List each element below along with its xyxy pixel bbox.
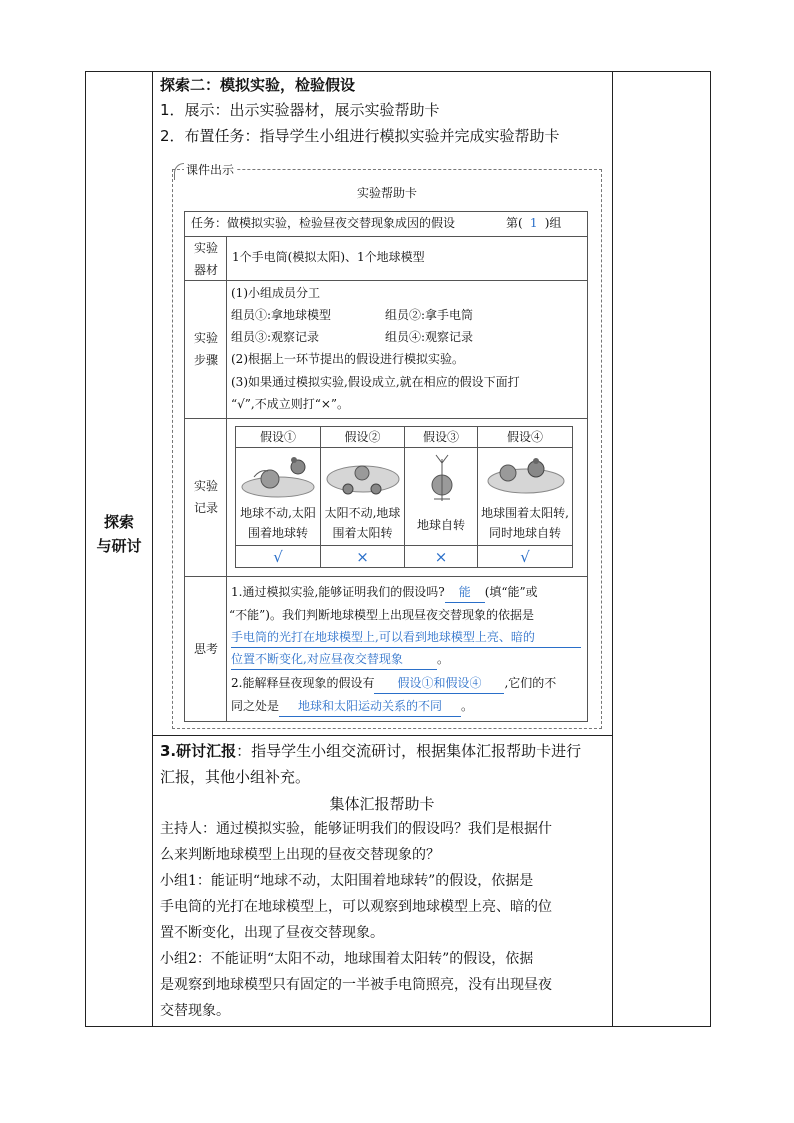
step-1: 1．展示：出示实验器材，展示实验帮助卡 [160, 101, 440, 119]
task-text: 任务：做模拟实验，检验昼夜交替现象成因的假设 [191, 216, 456, 230]
report-line1 [160, 740, 581, 762]
hyp-head-4: 假设④ [506, 430, 543, 444]
steps-line4: “√”,不成立则打“×”。 [231, 397, 350, 411]
hyp-2-mark: × [356, 548, 369, 566]
record-label-2: 记录 [193, 501, 218, 515]
hyp-1-line1: 地球不动,太阳 [240, 506, 316, 520]
group-suffix: )组 [544, 216, 562, 230]
summary-line-2: 么来判断地球模型上出现的昼夜交替现象的？ [160, 847, 440, 863]
hyp-mark-divider [236, 545, 572, 546]
group-prefix: 第( [506, 216, 523, 230]
step-2: 2．布置任务：指导学生小组进行模拟实验并完成实验帮助卡 [160, 127, 560, 145]
think-q2-line1 [231, 673, 556, 694]
table-bottom-border [85, 1026, 711, 1027]
summary-card-title: 集体汇报帮助卡 [329, 795, 435, 813]
card-tag: 课件出示 [186, 163, 235, 177]
summary-line-8: 交替现象。 [160, 1003, 230, 1019]
think-q1-line1 [231, 582, 538, 603]
report-divider [152, 735, 612, 736]
think-q2-end: 。 [461, 699, 474, 713]
hyp-head-1: 假设① [259, 430, 296, 444]
think-q1-answer: 能 [445, 582, 485, 603]
report-line2: 汇报，其他小组补充。 [160, 768, 311, 786]
summary-line-1: 主持人：通过模拟实验，能够证明我们的假设吗？我们是根据什 [160, 821, 552, 837]
think-q2-line2 [231, 696, 473, 717]
member-4: 组员④:观察记录 [385, 330, 474, 344]
side-label-line2: 与研讨 [96, 537, 142, 555]
materials-label-1: 实验 [193, 241, 218, 255]
hyp-4-desc [478, 503, 572, 543]
hyp-4-mark: √ [520, 548, 530, 566]
card-title: 实验帮助卡 [356, 186, 417, 200]
materials-label [185, 237, 227, 281]
member-1: 组员①:拿地球模型 [231, 308, 332, 322]
think-q1b: (填“能”或 [484, 585, 538, 599]
think-q1c: “不能”)。我们判断地球模型上出现昼夜交替现象的依据是 [229, 608, 534, 622]
steps-label-2: 步骤 [193, 353, 218, 367]
steps-label-1: 实验 [193, 331, 218, 345]
hyp-head-2: 假设② [344, 430, 381, 444]
hyp-4-line2: 同时地球自转 [488, 526, 561, 540]
hyp-1-mark: √ [273, 548, 283, 566]
summary-line-7: 是观察到地球模型只有固定的一半被手电筒照亮，没有出现昼夜 [160, 977, 552, 993]
report-rest: ：指导学生小组交流研讨，根据集体汇报帮助卡进行 [236, 742, 582, 760]
hyp-col-divider-2 [404, 427, 405, 567]
summary-line-3: 小组1：能证明“地球不动，太阳围着地球转”的假设，依据是 [160, 873, 534, 889]
hyp-3-mark: × [434, 548, 448, 566]
think-q1-answer2-line2-row [231, 649, 449, 670]
table-right-border [710, 71, 711, 1027]
hypothesis-table [235, 426, 573, 568]
think-q2a: 2.能解释昼夜现象的假设有 [231, 676, 375, 690]
table-col-divider-1 [152, 71, 153, 1027]
hyp-head-divider [236, 447, 572, 448]
hyp-col-divider-3 [477, 427, 478, 567]
hyp-2-line2: 围着太阳转 [332, 526, 393, 540]
row-divider-task [184, 236, 588, 237]
member-2: 组员②:拿手电筒 [385, 308, 474, 322]
table-col-divider-2 [612, 71, 613, 1027]
illustration-hyp-1 [240, 451, 318, 501]
illustration-hyp-3 [416, 449, 468, 505]
materials-label-2: 器材 [193, 263, 218, 277]
summary-line-5: 置不断变化，出现了昼夜交替现象。 [160, 925, 384, 941]
side-label [86, 510, 152, 558]
group-number [506, 213, 561, 233]
hyp-head-3: 假设③ [422, 430, 459, 444]
hyp-3-desc: 地球自转 [416, 518, 465, 532]
hyp-4-line1: 地球围着太阳转, [481, 506, 569, 520]
hyp-col-divider-1 [320, 427, 321, 567]
hyp-1-line2: 围着地球转 [247, 526, 308, 540]
report-num: 3. [160, 742, 177, 760]
summary-line-4: 手电筒的光打在地球模型上，可以观察到地球模型上亮、暗的位 [160, 899, 552, 915]
steps-label [185, 327, 227, 371]
record-label [185, 475, 227, 519]
illustration-hyp-4 [484, 451, 568, 501]
steps-line2: (2)根据上一环节提出的假设进行模拟实验。 [231, 352, 464, 366]
record-label-1: 实验 [193, 479, 218, 493]
row-divider-steps [184, 418, 588, 419]
report-bold: 研讨汇报 [176, 742, 237, 760]
think-q2-answer: 假设①和假设④ [374, 673, 504, 694]
think-q1-answer2-line2: 位置不断变化,对应昼夜交替现象 [231, 649, 437, 670]
illustration-hyp-2 [324, 451, 402, 501]
member-3: 组员③:观察记录 [231, 330, 320, 344]
section-title-text: 探索二：模拟实验，检验假设 [160, 76, 356, 94]
row-divider-materials [184, 280, 588, 281]
row-divider-record [184, 576, 588, 577]
table-top-border [85, 71, 711, 72]
think-q2b: ,它们的不 [504, 676, 557, 690]
section-title [160, 74, 355, 96]
hyp-2-line1: 太阳不动,地球 [324, 506, 401, 520]
side-label-line1: 探索 [103, 513, 134, 531]
hyp-1-desc [236, 503, 320, 543]
steps-line3: (3)如果通过模拟实验,假设成立,就在相应的假设下面打 [231, 375, 520, 389]
think-q1-end: 。 [437, 652, 450, 666]
think-q1a: 1.通过模拟实验,能够证明我们的假设吗? [231, 585, 445, 599]
think-q2-answer2: 地球和太阳运动关系的不同 [279, 696, 461, 717]
materials-text: 1个手电筒(模拟太阳)、1个地球模型 [232, 250, 425, 264]
group-value: 1 [529, 216, 538, 230]
summary-line-6: 小组2：不能证明“太阳不动，地球围着太阳转”的假设，依据 [160, 951, 534, 967]
hyp-2-desc [321, 503, 404, 543]
think-q1-answer2-line1: 手电筒的光打在地球模型上,可以看到地球模型上亮、暗的 [231, 627, 581, 648]
think-q2c: 同之处是 [231, 699, 280, 713]
steps-line1: (1)小组成员分工 [231, 286, 320, 300]
think-label: 思考 [193, 642, 218, 656]
